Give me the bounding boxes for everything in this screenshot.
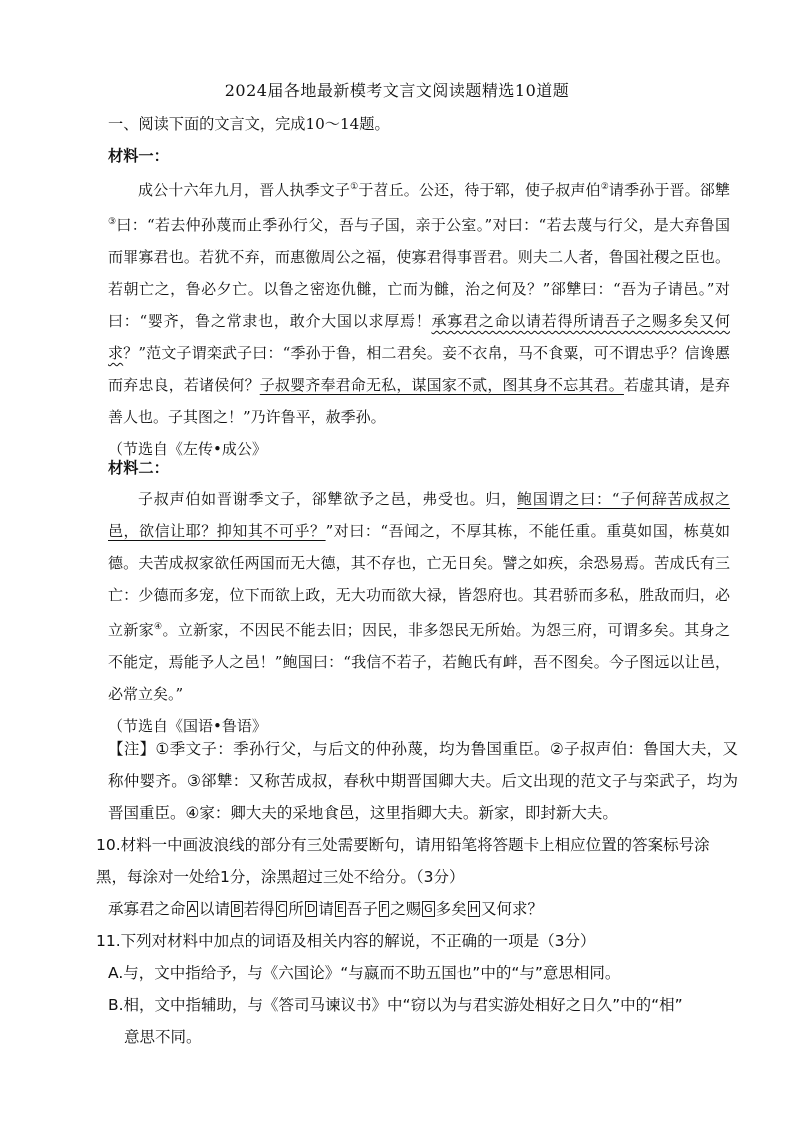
question-11-option-b: B.相，文中指辅助，与《答司马谏议书》中“窃以为与君实游处相好之日久”中的“相” (108, 996, 683, 1014)
material-one-paragraph: 成公十六年九月，晋人执季文子①于苕丘。公还，待于郓，使子叔声伯②请季孙于晋。郤犨③曰：“若去仲孙蔑而止季孙行父，吾与子国，亲于公室。”对曰：“若去蔑与行父，是大弃鲁国而罪寡君也。若犹不弃，而惠徼周公之福，使寡君得事晋君。则夫二人者，鲁国社稷之臣也。若朝亡之，鲁必夕亡。以鲁之密迩仇雠，亡而为雠，治之何及？”郤犨曰：“吾为子请邑。”对曰：“婴齐，鲁之常隶也，敢介大国以求厚焉！承寡君之命以请若得所请吾子之赐多矣又何求？”范文子谓栾武子曰：“季孙于鲁，相二君矣。妾不衣帛，马不食粟，可不谓忠乎？信谗慝而弃忠良，若诸侯何？子叔婴齐奉君命无私，谋国家不贰，图其身不忘其君。若虚其请，是弃善人也。子其图之！”乃许鲁平，赦季孙。 (108, 181, 730, 426)
underlined-question: 鲍国谓之曰：“子何辞苦成叔之邑，欲信让耶？抑知其不可乎？ (108, 490, 731, 540)
question-10-stem: 10.材料一中画波浪线的部分有三处需要断句，请用铅笔将答题卡上相应位置的答案标号涂黑，每涂对一处给1分，涂黑超过三处不给分。（3分） (96, 836, 710, 886)
option-box-a[interactable]: A (188, 902, 197, 915)
option-box-g[interactable]: G (424, 902, 433, 915)
question-11-stem: 11.下列对材料中加点的词语及相关内容的解说，不正确的一项是（3分） (96, 932, 596, 950)
question-11-option-a: A.与，文中指给予，与《六国论》“与嬴而不助五国也”中的“与”意思相同。 (108, 964, 621, 982)
material-two-paragraph: 子叔声伯如晋谢季文子，郤犨欲予之邑，弗受也。归，鲍国谓之曰：“子何辞苦成叔之邑，欲信让耶？抑知其不可乎？”对曰：“吾闻之，不厚其栋，不能任重。重莫如国，栋莫如德。夫苦成叔家欲任两国而无大德，其不存也，亡无日矣。譬之如疾，余恐易焉。苦成氏有三亡：少德而多宠，位下而欲上政，无大功而欲大禄，皆怨府也。其君骄而多私，胜敌而归，必立新家④。立新家，不因民不能去旧；因民，非多怨民无所始。为怨三府，可谓多矣。其身之不能定，焉能予人之邑！”鲍国曰：“我信不若子，若鲍氏有衅，吾不图矣。今子图远以让邑，必常立矣。” (108, 490, 731, 703)
material-one-text (108, 171, 730, 465)
option-box-b[interactable]: B (233, 902, 241, 915)
material-two-source: （节选自《国语•鲁语》 (108, 717, 267, 735)
material-two-text (108, 483, 730, 742)
option-box-f[interactable]: F (380, 902, 388, 915)
option-box-d[interactable]: D (306, 902, 316, 915)
option-box-c[interactable]: C (277, 902, 286, 915)
option-box-e[interactable]: E (336, 902, 344, 915)
section-heading: 一、阅读下面的文言文，完成10～14题。 (108, 115, 390, 133)
option-box-h[interactable]: H (469, 902, 478, 915)
question-11 (96, 925, 738, 1053)
page-title: 2024届各地最新模考文言文阅读题精选10道题 (224, 81, 570, 100)
material-two-label: 材料二： (108, 459, 169, 477)
question-10 (96, 829, 738, 925)
material-one-source: （节选自《左传•成公》 (108, 440, 267, 458)
underlined-sentence: 子叔婴齐奉君命无私，谋国家不贰，图其身不忘其君。 (259, 376, 624, 394)
material-one-label: 材料一： (108, 147, 169, 165)
wavy-underline-passage: 承寡君之命以请若得所请吾子之赐多矣又何求 (108, 312, 730, 362)
punctuation-options: 承寡君之命 A 以请 B 若得 C 所 D 请 E 吾子 F 之赐 G 多矣 H 又何求？ (108, 900, 543, 918)
annotation-note: 【注】①季文子：季孙行父，与后文的仲孙蔑，均为鲁国重臣。②子叔声伯：鲁国大夫，又称仲婴齐。③郤犨：又称苦成叔，春秋中期晋国卿大夫。后文出现的范文子与栾武子，均为晋国重臣。④家：卿大夫的采地食邑，这里指卿大夫。新家，即封新大夫。 (108, 740, 738, 822)
question-11-option-b-cont: 意思不同。 (124, 1028, 202, 1046)
